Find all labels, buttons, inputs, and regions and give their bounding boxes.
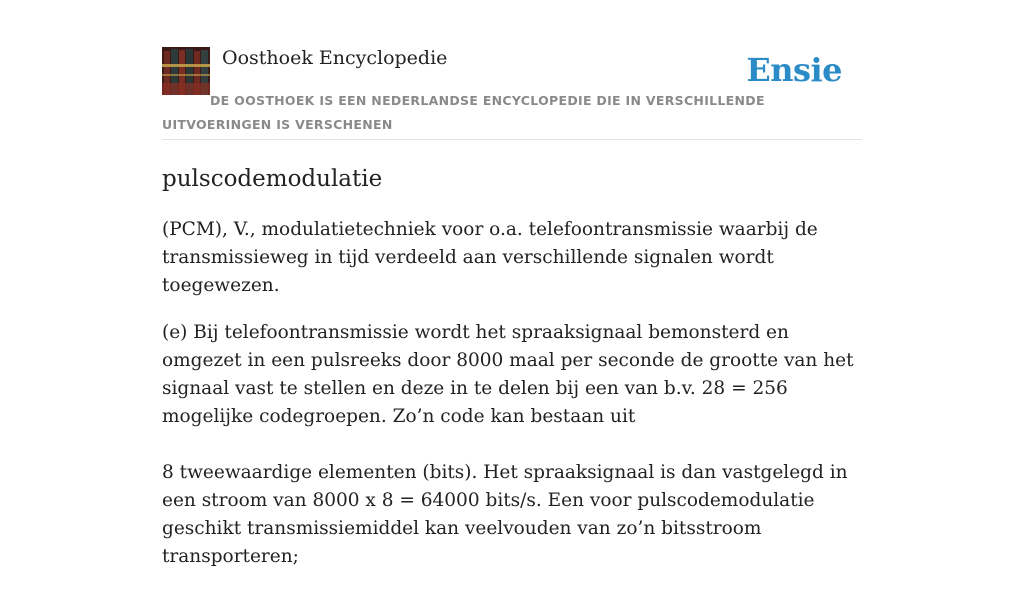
site-tagline: DE OOSTHOEK IS EEN NEDERLANDSE ENCYCLOPEDIE DIE IN VERSCHILLENDE UITVOERINGEN IS VERSCHENEN xyxy=(162,93,765,132)
site-header xyxy=(162,0,862,140)
page xyxy=(162,0,862,567)
encyclopedia-avatar[interactable] xyxy=(162,47,210,95)
site-title-link[interactable]: Oosthoek Encyclopedie xyxy=(222,47,448,69)
entry-title: pulscodemodulatie xyxy=(162,166,383,192)
entry-body xyxy=(162,216,862,590)
entry-paragraph: (PCM), V., modulatietechniek voor o.a. telefoontransmissie waarbij de transmissieweg in tijd verdeeld aan verschillende signalen wordt toegewezen. xyxy=(162,219,818,296)
book-spines-icon xyxy=(162,47,210,95)
ensie-logo-link[interactable]: Ensie xyxy=(746,51,842,89)
entry-paragraph: (e) Bij telefoontransmissie wordt het spraaksignaal bemonsterd en omgezet in een pulsreeks door 8000 maal per seconde de grootte van het signaal vast te stellen en deze in te delen bij een van b.v. 28 = 256 mogelijke codegroepen. Zo’n code kan bestaan uit 8 tweewaardige elementen (bits). Het spraaksignaal is dan vastgelegd in een stroom van 8000 x 8 = 64000 bits/s. Een voor pulscodemodulatie geschikt transmissiemiddel kan veelvouden van zo’n bitsstroom transporteren; xyxy=(162,322,854,567)
